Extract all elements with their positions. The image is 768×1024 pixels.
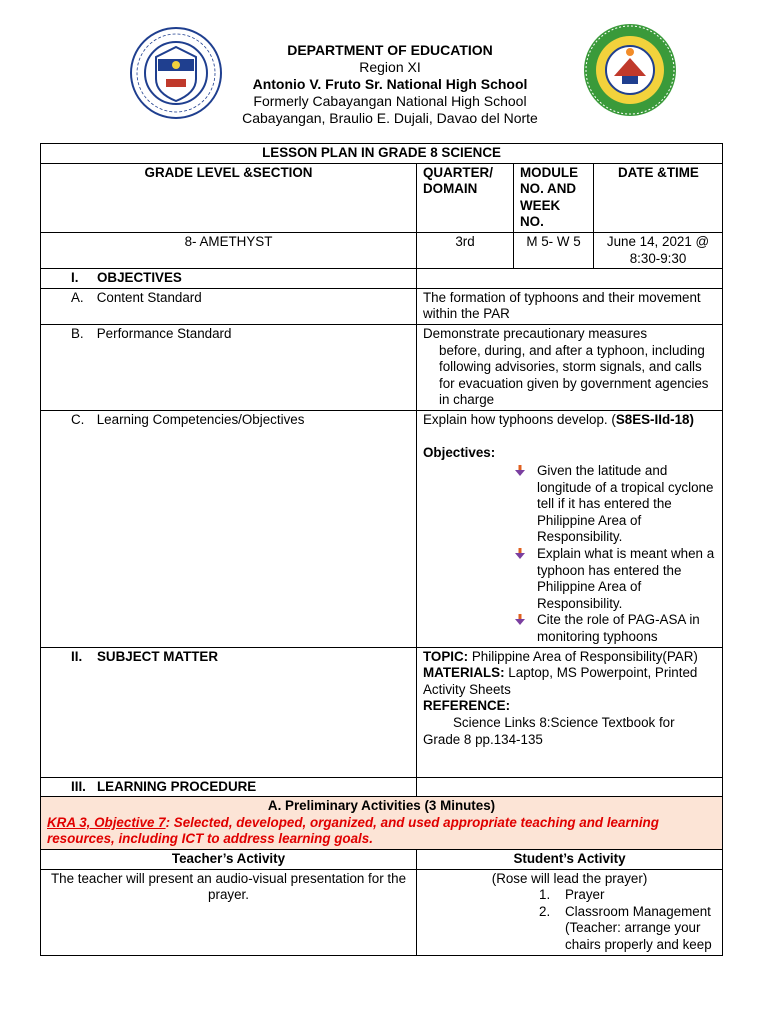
performance-line-1: Demonstrate precautionary measures: [423, 325, 648, 341]
module-header: MODULE NO. AND WEEK NO.: [514, 163, 594, 232]
section-title: LEARNING PROCEDURE: [97, 778, 257, 794]
letterhead: [200, 42, 580, 127]
list-item: [423, 612, 716, 645]
objectives-heading: [41, 269, 417, 289]
preliminary-title: A. Preliminary Activities (3 Minutes): [267, 798, 496, 814]
item-label: Performance Standard: [96, 325, 232, 341]
item-letter: B.: [71, 325, 84, 341]
reference-line-1: Science Links 8:Science Textbook for: [453, 715, 675, 730]
student-activity-cell: [417, 869, 723, 955]
address-line: Cabayangan, Braulio E. Dujali, Davao del Norte: [242, 110, 538, 126]
list-item: [423, 546, 716, 612]
reference-label: REFERENCE:: [423, 698, 511, 714]
student-activity-list: [423, 887, 716, 953]
date-time-header: DATE &TIME: [594, 163, 723, 232]
content-standard-text: The formation of typhoons and their movement within the PAR: [417, 288, 723, 324]
arrow-bullet-icon: [515, 465, 525, 477]
subject-matter-heading: [41, 647, 417, 777]
topic-text: Philippine Area of Responsibility(PAR): [468, 648, 698, 664]
topic-line: [423, 649, 716, 666]
objectives-heading-row: [41, 269, 723, 289]
school-seal-logo: [582, 22, 678, 118]
kra-description: : Selected, developed, organized, and used appropriate teaching and learning resources, including ICT to address learning goals.: [47, 814, 659, 847]
kra-objective-link: KRA 3, Objective 7: [47, 814, 166, 830]
item-label: Learning Competencies/Objectives: [96, 411, 305, 427]
lesson-plan-table: [40, 143, 723, 956]
objective-text: Cite the role of PAG-ASA in monitoring typhoons: [537, 612, 700, 645]
item-text: Prayer: [565, 887, 605, 903]
section-title: SUBJECT MATTER: [97, 648, 219, 664]
section-number: II.: [71, 648, 83, 664]
student-activity-header: Student’s Activity: [417, 850, 723, 870]
quarter-value: 3rd: [417, 232, 514, 268]
empty-cell: [417, 777, 723, 797]
materials-line: [423, 665, 716, 698]
list-item: [423, 887, 716, 904]
arrow-bullet-icon: [515, 548, 525, 560]
teacher-activity-header: Teacher’s Activity: [41, 850, 417, 870]
performance-standard-row: [41, 324, 723, 410]
info-row: [41, 232, 723, 268]
objective-text: Given the latitude and longitude of a tropical cyclone tell if it has entered the Philippine Area of Responsibility.: [537, 463, 714, 545]
item-letter: C.: [71, 411, 85, 427]
topic-label: TOPIC:: [423, 648, 469, 664]
teacher-activity-text: The teacher will present an audio-visual presentation for the prayer.: [41, 869, 417, 955]
item-letter: A.: [71, 289, 84, 305]
title-row: [41, 144, 723, 164]
kra-row: [41, 797, 723, 850]
objective-text: Explain what is meant when a typhoon has entered the Philippine Area of Responsibility.: [537, 546, 715, 611]
lesson-plan-title: LESSON PLAN IN GRADE 8 SCIENCE: [41, 144, 723, 164]
competency-text: Explain how typhoons develop. (: [423, 411, 616, 427]
competencies-row: [41, 410, 723, 647]
kra-note: [47, 815, 716, 848]
materials-label: MATERIALS:: [423, 665, 505, 681]
performance-line-3: in charge: [439, 392, 495, 408]
content-standard-row: [41, 288, 723, 324]
grade-level-header: GRADE LEVEL &SECTION: [41, 163, 417, 232]
activity-row: [41, 869, 723, 955]
date-time-value: June 14, 2021 @ 8:30-9:30: [594, 232, 723, 268]
module-value: M 5- W 5: [514, 232, 594, 268]
materials-text: Laptop, MS Powerpoint, Printed Activity Sheets: [423, 665, 698, 697]
subject-matter-content: [417, 647, 723, 777]
competencies-text: [417, 410, 723, 647]
performance-standard-label: [41, 324, 417, 410]
section-number: I.: [71, 270, 79, 286]
list-item: [423, 904, 716, 954]
arrow-bullet-icon: [515, 614, 525, 626]
item-text: Classroom Management (Teacher: arrange your chairs properly and keep: [565, 903, 712, 952]
performance-standard-text: [417, 324, 723, 410]
competency-statement: [423, 412, 716, 429]
column-header-row: [41, 163, 723, 232]
competency-code: S8ES-IId-18): [615, 411, 694, 427]
section-number: III.: [71, 778, 86, 794]
content-standard-label: [41, 288, 417, 324]
list-item: [423, 463, 716, 546]
region-line: Region XI: [359, 59, 421, 75]
performance-line-2: before, during, and after a typhoon, including following advisories, storm signals, and calls for evacuation given by government agencies: [439, 342, 709, 391]
reference-line-2: Grade 8 pp.134-135: [423, 731, 543, 747]
quarter-header: QUARTER/ DOMAIN: [417, 163, 514, 232]
objectives-list: [423, 463, 716, 646]
item-number: 1.: [539, 887, 551, 903]
objectives-label: Objectives:: [423, 444, 496, 460]
department-title: DEPARTMENT OF EDUCATION: [287, 42, 493, 58]
section-title: OBJECTIVES: [97, 270, 182, 286]
empty-cell: [417, 269, 723, 289]
school-name: Antonio V. Fruto Sr. National High School: [252, 76, 528, 92]
subject-matter-row: [41, 647, 723, 777]
grade-section-value: 8- AMETHYST: [41, 232, 417, 268]
kra-cell: [41, 797, 723, 850]
formerly-line: Formerly Cabayangan National High School: [253, 93, 527, 109]
item-number: 2.: [539, 903, 551, 919]
competencies-label: [41, 410, 417, 647]
procedure-heading: [41, 777, 417, 797]
procedure-heading-row: [41, 777, 723, 797]
item-label: Content Standard: [96, 289, 202, 305]
student-intro: (Rose will lead the prayer): [491, 870, 648, 886]
activity-header-row: [41, 850, 723, 870]
